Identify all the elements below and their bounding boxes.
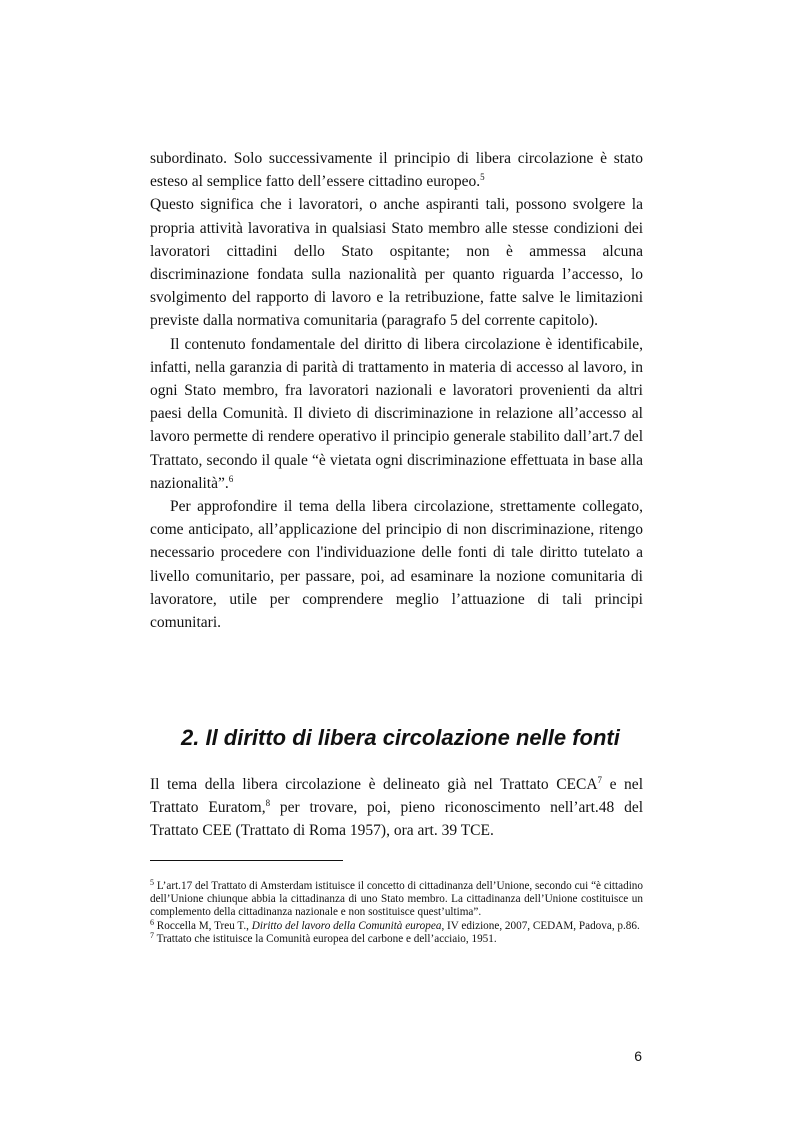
- paragraph-3-text: Il contenuto fondamentale del diritto di libera circolazione è identificabile, infatti, nella garanzia di parità di trattamento in materia di accesso al lavoro, in ogni Stato membro, fra lavoratori nazionali e lavoratori provenienti da altri paesi della Comunità. Il divieto di discriminazione in relazione all’accesso al lavoro permette di rendere operativo il principio generale stabilito dall’art.7 del Trattato, secondo il quale “è vietata ogni discriminazione effettuata in base alla nazionalità”.: [150, 335, 643, 492]
- section-text: [150, 773, 643, 843]
- footnote-5: [150, 880, 643, 920]
- footnote-divider: [150, 860, 343, 861]
- footnote-6: [150, 917, 643, 933]
- footnote-ref-8[interactable]: 8: [265, 798, 271, 809]
- footnote-ref-6[interactable]: 6: [228, 473, 234, 484]
- page-number: 6: [634, 1048, 642, 1064]
- section-heading: 2. Il diritto di libera circolazione nelle fonti: [181, 725, 620, 750]
- footnotes: [150, 880, 643, 946]
- footnote-text: , IV edizione, 2007, CEDAM, Padova, p.86.: [441, 919, 640, 932]
- footnote-text: L’art.17 del Trattato di Amsterdam istituisce il concetto di cittadinanza dell’Unione, secondo cui “è cittadino dell’Unione chiunque abbia la cittadinanza di uno Stato membro. La cittadinanza dell’Unione costituisce un complemento della cittadinanza nazionale e non sostituisce quest’ultima”.: [150, 880, 643, 919]
- paragraph-1: [150, 147, 643, 193]
- body-text: [150, 147, 643, 634]
- section-paragraph: [150, 773, 643, 843]
- footnote-ref-7[interactable]: 7: [597, 775, 603, 785]
- footnote-text: Roccella M, Treu T.,: [154, 919, 252, 932]
- paragraph-2: Questo significa che i lavoratori, o anche aspiranti tali, possono svolgere la propria attività lavorativa in qualsiasi Stato membro alle stesse condizioni dei lavoratori cittadini dello Stato ospitante; non è ammessa alcuna discriminazione fondata sulla nazionalità per quanto riguarda l’accesso, lo svolgimento del rapporto di lavoro e la retribuzione, fatte salve le limitazioni previste dalla normativa comunitaria (paragrafo 5 del corrente capitolo).: [150, 196, 643, 330]
- footnote-number: 6: [150, 917, 154, 927]
- footnote-text: Trattato che istituisce la Comunità europea del carbone e dell’acciaio, 1951.: [154, 932, 497, 945]
- section-text-3: per trovare, poi, pieno riconoscimento nell’art.48 del Trattato CEE (Trattato di Roma 1957), ora art. 39 TCE.: [150, 799, 644, 840]
- footnote-7: [150, 930, 643, 946]
- section-text-1: Il tema della libera circolazione è delineato già nel Trattato CECA: [150, 776, 598, 793]
- footnote-number: 7: [150, 930, 154, 940]
- footnote-book-title: Diritto del lavoro della Comunità europea: [251, 919, 442, 932]
- paragraph-3: [150, 333, 643, 495]
- footnote-ref-5[interactable]: 5: [480, 172, 485, 183]
- paragraph-1-text: subordinato. Solo successivamente il principio di libera circolazione è stato esteso al semplice fatto dell’essere cittadino europeo.: [150, 150, 643, 191]
- paragraph-4: Per approfondire il tema della libera circolazione, strettamente collegato, come anticipato, all’applicazione del principio di non discriminazione, ritengo necessario procedere con l'individuazione delle fonti di tale diritto tutelato a livello comunitario, per passare, poi, ad esaminare la nozione comunitaria di lavoratore, utile per comprendere meglio l’attuazione di tali principi comunitari.: [150, 498, 643, 632]
- footnote-number: 5: [150, 878, 154, 887]
- section-text-2: e nel Trattato Euratom,: [150, 776, 643, 817]
